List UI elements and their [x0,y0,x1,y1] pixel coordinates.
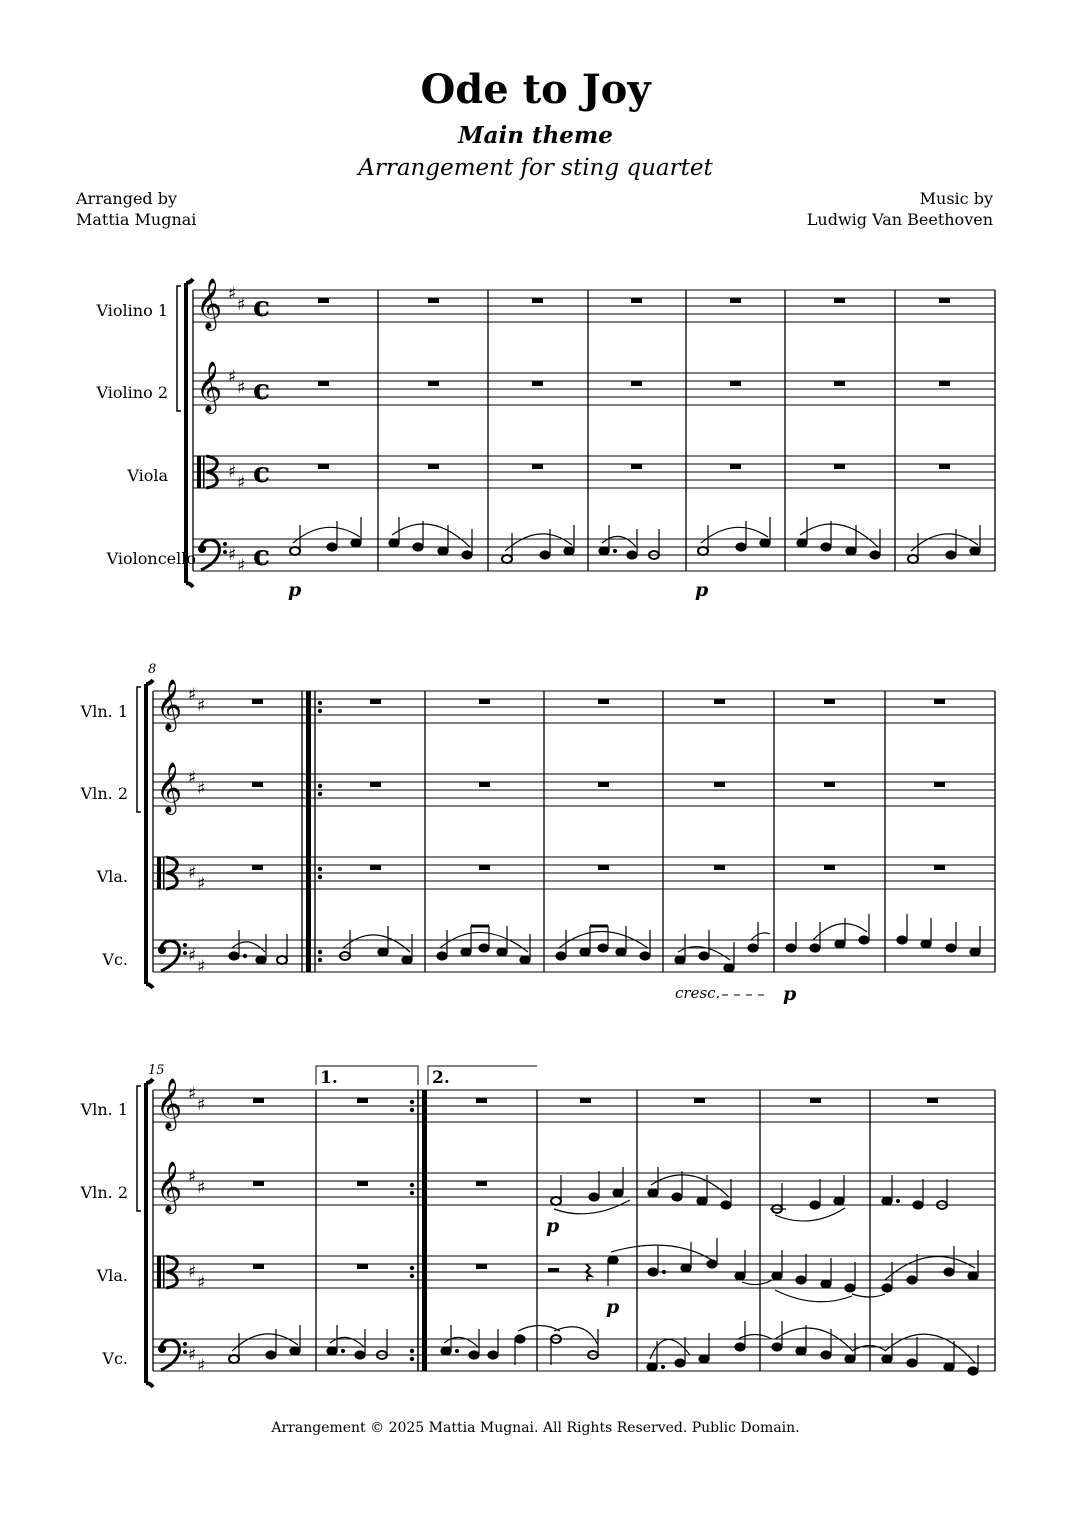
svg-text:♯: ♯ [197,1095,206,1115]
dynamic-piano: p [288,579,302,601]
dynamic-piano: p [695,579,709,601]
repeat-end [410,1090,427,1371]
measure-number: 15 [148,1063,165,1078]
system-bracket [186,279,193,587]
dynamic-cresc: cresc. [675,984,721,1002]
svg-text:♯: ♯ [188,1167,197,1187]
instrument-name: Vla. [96,867,128,886]
score-subtitle: Main theme [458,122,613,149]
violin-brace [177,286,181,411]
svg-text:♯: ♯ [197,1178,206,1198]
treble-clef: 𝄞 [196,361,223,412]
svg-text:♯: ♯ [188,1262,197,1282]
key-signature [188,685,205,977]
cello-notes [229,1321,978,1375]
instrument-name: Vc. [102,950,128,969]
instrument-name: Vc. [102,1349,128,1368]
system-3 [80,1063,995,1387]
instrument-name: Violoncello [106,549,196,568]
volta-2-label: 2. [432,1068,450,1088]
dynamic-piano: p [606,1296,620,1318]
svg-text:♯: ♯ [188,863,197,883]
score-subsubtitle: Arrangement for sting quartet [358,155,713,181]
svg-text:♯: ♯ [188,1345,197,1365]
treble-clef: 𝄞 [156,679,183,730]
svg-text:♯: ♯ [228,462,237,482]
whole-rests [252,699,945,870]
volta-2 [428,1066,537,1088]
arranger-label: Arranged by [76,189,178,208]
violin-brace [137,1086,141,1211]
staff-lines [153,1090,995,1371]
instrument-name: Vln. 2 [80,784,128,803]
svg-text:♯: ♯ [188,768,197,788]
whole-rests [318,298,950,469]
arranger-name: Mattia Mugnai [76,210,197,229]
svg-text:♯: ♯ [197,957,206,977]
composer-name: Ludwig Van Beethoven [806,210,993,229]
system-2 [80,662,995,1005]
svg-text:♯: ♯ [197,874,206,894]
svg-text:♯: ♯ [197,1356,206,1376]
volta-1-label: 1. [320,1068,338,1088]
system-bracket [146,680,153,988]
barlines [193,290,995,571]
svg-text:♯: ♯ [237,556,246,576]
treble-clef: 𝄞 [156,1161,183,1212]
svg-text:♯: ♯ [188,1084,197,1104]
instrument-name: Violino 2 [96,383,168,402]
instrument-name: Viola [127,466,168,485]
svg-text:♯: ♯ [228,284,237,304]
violin-brace [137,687,141,812]
instrument-name: Violino 1 [96,301,168,320]
system-1 [96,278,995,601]
svg-text:c: c [253,456,271,489]
instrument-name: Vla. [96,1266,128,1285]
instrument-name: Vln. 1 [80,1100,128,1119]
svg-text:♯: ♯ [237,295,246,315]
composer-label: Music by [919,189,993,208]
svg-text:c: c [253,539,271,572]
whole-rests [253,1098,938,1272]
svg-text:♯: ♯ [197,696,206,716]
svg-text:♯: ♯ [197,1273,206,1293]
barlines [153,1090,995,1371]
svg-text:♯: ♯ [197,779,206,799]
svg-text:♯: ♯ [228,545,237,565]
copyright-footer: Arrangement © 2025 Mattia Mugnai. All Rights Reserved. Public Domain. [271,1420,800,1436]
staff-lines [193,290,995,571]
svg-text:♯: ♯ [188,946,197,966]
svg-text:c: c [253,290,271,323]
cello-notes [290,517,980,563]
svg-text:♯: ♯ [237,378,246,398]
repeat-start [306,691,322,972]
cello-notes [229,914,980,972]
dynamic-piano: p [546,1215,560,1237]
key-signature [228,284,245,576]
system-bracket [146,1079,153,1387]
treble-clef: 𝄞 [156,762,183,813]
volta-1 [316,1066,418,1088]
treble-clef: 𝄞 [156,1078,183,1129]
svg-text:♯: ♯ [188,685,197,705]
violin2-notes [551,1167,947,1221]
score-title: Ode to Joy [420,66,651,113]
svg-text:♯: ♯ [228,367,237,387]
viola-notes [586,1238,978,1302]
treble-clef: 𝄞 [196,278,223,329]
svg-text:♯: ♯ [237,473,246,493]
instrument-name: Vln. 1 [80,702,128,721]
dynamic-piano: p [783,983,797,1005]
svg-text:c: c [253,373,271,406]
measure-number: 8 [148,662,157,677]
key-signature [188,1084,205,1376]
time-signature [253,290,270,572]
instrument-name: Vln. 2 [80,1183,128,1202]
